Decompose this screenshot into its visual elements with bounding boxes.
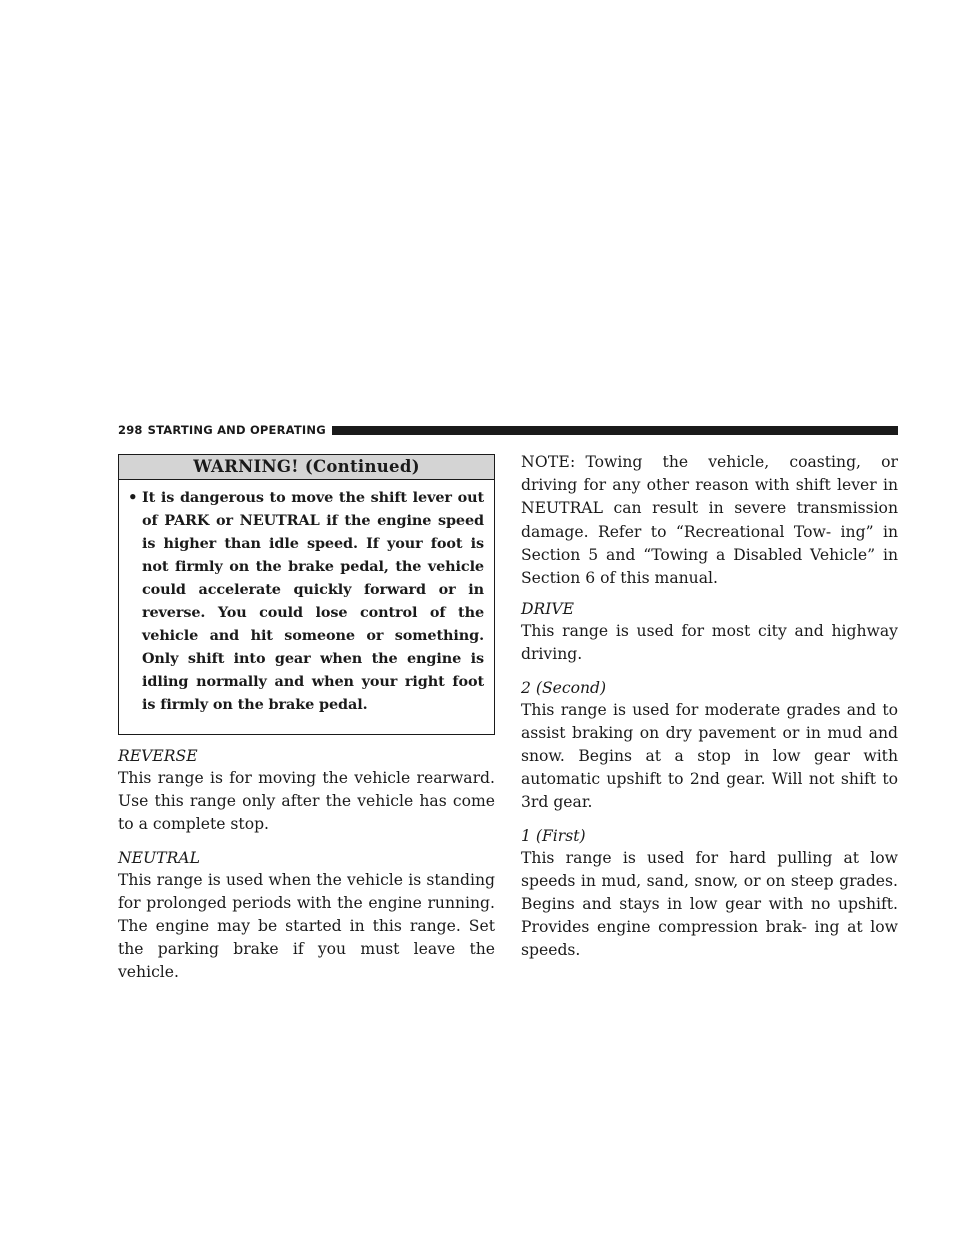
section-heading: REVERSE bbox=[118, 747, 198, 765]
section-heading: NEUTRAL bbox=[118, 848, 200, 867]
note-paragraph bbox=[521, 451, 898, 590]
running-header bbox=[118, 422, 898, 438]
section-title: STARTING AND OPERATING bbox=[147, 423, 326, 437]
section-heading: 1 (First) bbox=[521, 826, 586, 845]
page-number: 298 bbox=[118, 423, 143, 437]
section-reverse bbox=[118, 745, 495, 837]
section-text: This range is for moving the vehicle rearward. Use this range only after the vehicle has come to a complete stop. bbox=[118, 769, 495, 834]
right-column bbox=[521, 454, 898, 963]
section-second bbox=[521, 677, 898, 815]
bullet-icon: • bbox=[128, 488, 138, 506]
section-heading: DRIVE bbox=[521, 600, 575, 619]
section-text: This range is used for moderate grades and to assist braking on dry pavement or in mud and snow. Begins at a stop in low gear with automatic upshift to 2nd gear. Will not shift to 3rd gear. bbox=[521, 700, 898, 812]
left-column bbox=[118, 454, 495, 985]
note-text: Towing the vehicle, coasting, or driving for any other reason with shift lever in NEUTRAL can result in severe transmission damage. Refer to “Recreational Tow- ing” in Section 5 and “Towing a Disabled Vehicle” in Section 6 of this manual. bbox=[521, 453, 898, 588]
warning-text: It is dangerous to move the shift lever out of PARK or NEUTRAL if the engine speed is higher than idle speed. If your foot is not firmly on the brake pedal, the vehicle could accelerate quickly forward or in reverse. You could lose control of the vehicle and hit someone or something. Only shift into gear when the engine is idling normally and when your right foot is firmly on the brake pedal. bbox=[142, 489, 484, 713]
note-label: NOTE: bbox=[521, 453, 576, 471]
section-neutral bbox=[118, 847, 495, 985]
header-rule bbox=[332, 426, 898, 435]
section-drive bbox=[521, 598, 898, 666]
section-text: This range is used for hard pulling at low speeds in mud, sand, snow, or on steep grades. Begins and stays in low gear with no upshift. Provides engine compression brak- ing at low speeds. bbox=[521, 848, 898, 960]
section-text: This range is used when the vehicle is standing for prolonged periods with the engine running. The engine may be started in this range. Set the parking brake if you must leave the vehicle. bbox=[118, 870, 495, 982]
section-heading: 2 (Second) bbox=[521, 678, 607, 697]
section-first bbox=[521, 825, 898, 963]
warning-title: WARNING! (Continued) bbox=[119, 455, 494, 480]
section-text: This range is used for most city and highway driving. bbox=[521, 622, 898, 664]
warning-box bbox=[118, 454, 495, 735]
warning-body bbox=[119, 480, 494, 734]
